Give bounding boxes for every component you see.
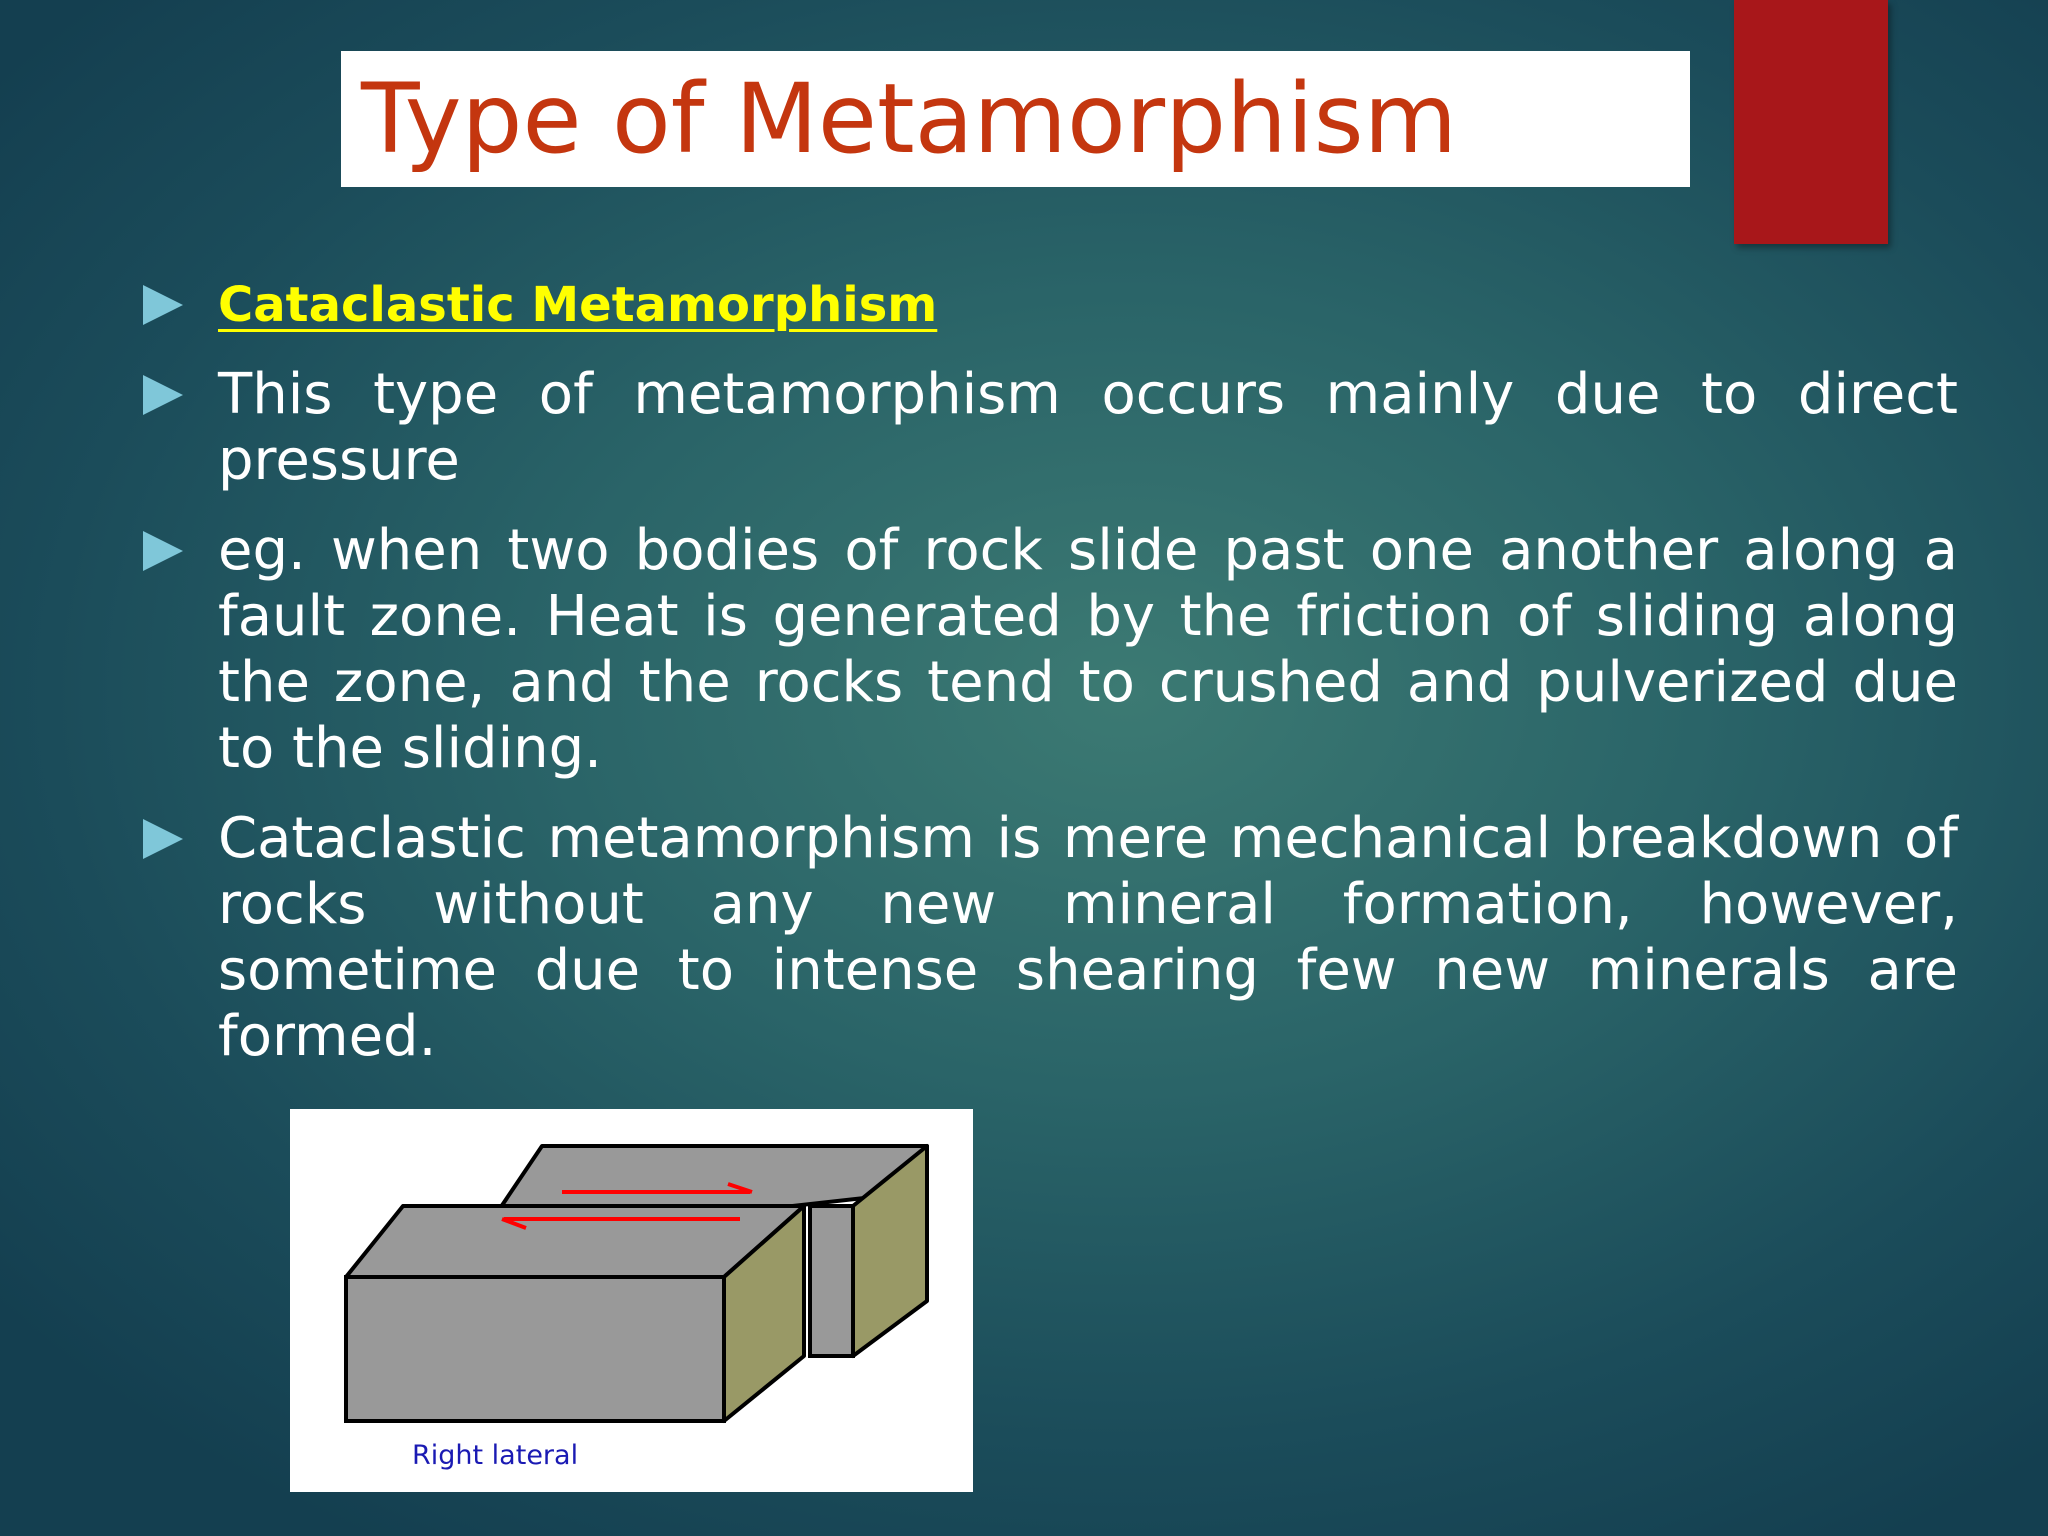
- title-box: [341, 51, 1690, 187]
- bullet-list: [140, 272, 1958, 1070]
- bullet-item: [140, 362, 1958, 494]
- fault-diagram: [290, 1109, 973, 1492]
- triangle-right-icon: [143, 375, 183, 415]
- bullet-heading: [140, 272, 1958, 338]
- bullet-item: [140, 518, 1958, 782]
- triangle-right-icon: [143, 819, 183, 859]
- bullet-text: This type of metamorphism occurs mainly due to direct pressure: [218, 362, 1958, 493]
- back-block-side: [810, 1206, 853, 1356]
- heading-text: Cataclastic Metamorphism: [218, 277, 938, 333]
- bullet-text: Cataclastic metamorphism is mere mechanical breakdown of rocks without any new mineral formation, however, sometime due to intense shearing few new minerals are formed.: [218, 806, 1958, 1069]
- bullet-item: [140, 806, 1958, 1070]
- triangle-right-icon: [143, 531, 183, 571]
- front-block-front: [346, 1277, 724, 1421]
- figure-caption: Right lateral: [412, 1440, 579, 1471]
- bullet-text: eg. when two bodies of rock slide past one another along a fault zone. Heat is generated by the friction of sliding along the zone, and the rocks tend to crushed and pulverized due to the sliding.: [218, 518, 1958, 781]
- triangle-right-icon: [143, 285, 183, 325]
- slide-title: Type of Metamorphism: [361, 63, 1458, 175]
- accent-tab: [1734, 0, 1888, 244]
